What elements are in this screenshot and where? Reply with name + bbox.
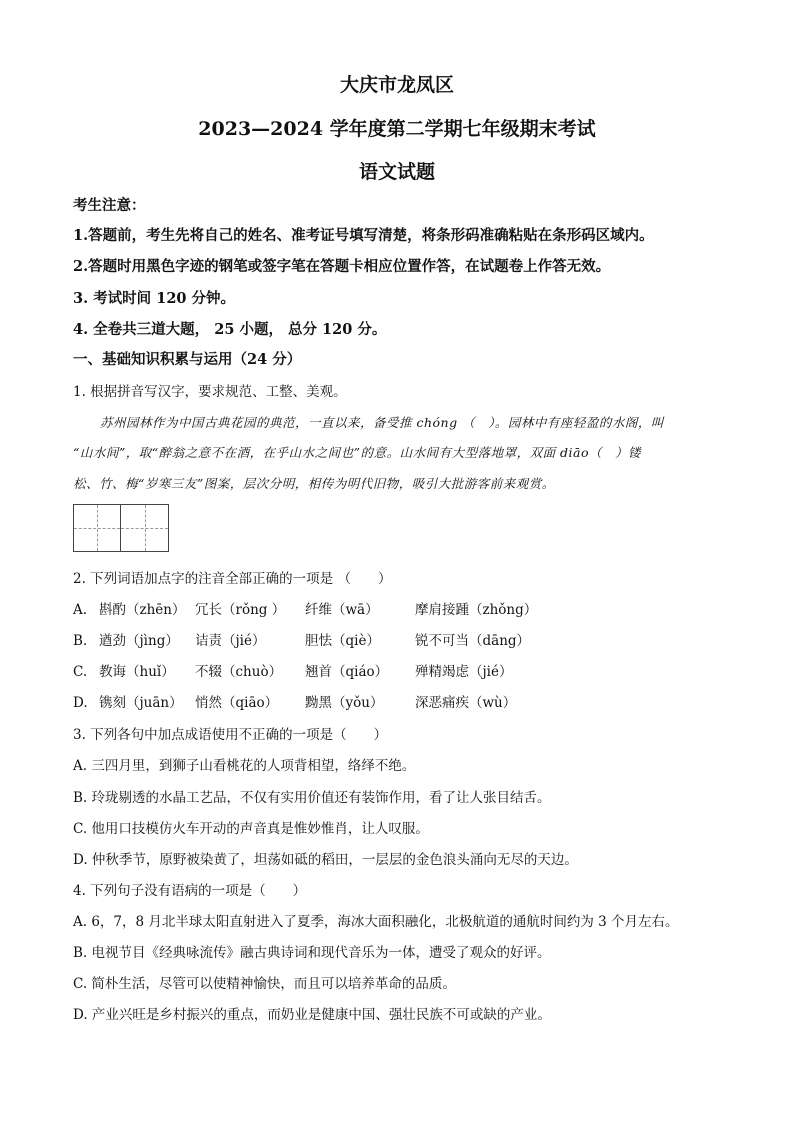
notice-item: 3. 考试时间 120 分钟。 (73, 290, 236, 307)
notice-item: 1.答题前，考生先将自己的姓名、准考证号填写清楚，将条形码准确粘贴在条形码区域内。 (73, 227, 654, 244)
q2-option-a: A. 斟酌（zhēn） 冗长（rǒng ） 纤维（wā） 摩肩接踵（zhǒng） (73, 602, 538, 618)
notice-heading: 考生注意： (73, 197, 146, 214)
passage-line: 苏州园林作为中国古典花园的典范，一直以来，备受推 chóng （ ）。园林中有座轻盈的水阁，叫 (100, 415, 664, 430)
district-title: 大庆市龙凤区 (339, 74, 454, 96)
q4-option-a: A. 6，7，8 月北半球太阳直射进入了夏季，海冰大面积融化，北极航道的通航时间约为 3 个月左右。 (73, 914, 679, 930)
q3-option-d: D. 仲秋季节，原野被染黄了，坦荡如砥的稻田，一层层的金色浪头涌向无尽的天边。 (73, 852, 578, 868)
q2-option-c: C. 教诲（huǐ） 不辍（chuò） 翘首（qiáo） 殚精竭虑（jié） (73, 664, 513, 680)
q2-option-d: D. 镌刻（juān） 悄然（qiāo） 黝黑（yǒu） 深恶痛疾（wù） (73, 695, 517, 711)
q3-option-b: B. 玲珑剔透的水晶工艺品，不仅有实用价值还有装饰作用，看了让人张目结舌。 (73, 790, 551, 806)
notice-item: 2.答题时用黑色字迹的钢笔或签字笔在答题卡相应位置作答，在试题卷上作答无效。 (73, 258, 611, 275)
subject-title: 语文试题 (358, 161, 435, 183)
passage-line: “山水间”，取“醉翁之意不在酒，在乎山水之间也”的意。山水间有大型落地罩，双面 diāo（ ）镂 (73, 445, 642, 460)
writing-grid[interactable] (73, 504, 169, 552)
grid-cell[interactable] (121, 504, 169, 552)
exam-title: 2023—2024 学年度第二学期七年级期末考试 (198, 118, 596, 140)
q4-option-c: C. 简朴生活，尽管可以使精神愉快，而且可以培养革命的品质。 (73, 976, 456, 992)
question-3-stem: 3. 下列各句中加点成语使用不正确的一项是（ ） (73, 727, 388, 743)
question-4-stem: 4. 下列句子没有语病的一项是（ ） (73, 883, 307, 899)
section-title: 一、基础知识积累与运用（24 分） (73, 351, 302, 368)
notice-item: 4. 全卷共三道大题， 25 小题， 总分 120 分。 (73, 321, 387, 338)
question-2-stem: 2. 下列词语加点字的注音全部正确的一项是 （ ） (73, 571, 392, 587)
q3-option-a: A. 三四月里，到狮子山看桃花的人项背相望，络绎不绝。 (73, 758, 416, 774)
passage-line: 松、竹、梅“岁寒三友”图案，层次分明，相传为明代旧物，吸引大批游客前来观赏。 (73, 476, 555, 491)
q3-option-c: C. 他用口技模仿火车开动的声音真是惟妙惟肖，让人叹服。 (73, 821, 429, 837)
question-1-stem: 1. 根据拼音写汉字，要求规范、工整、美观。 (73, 384, 347, 400)
grid-cell[interactable] (73, 504, 121, 552)
q4-option-b: B. 电视节目《经典咏流传》融古典诗词和现代音乐为一体，遭受了观众的好评。 (73, 945, 551, 961)
q2-option-b: B. 遒劲（jìng） 诘责（jié） 胆怯（qiè） 锐不可当（dāng） (73, 633, 531, 649)
q4-option-d: D. 产业兴旺是乡村振兴的重点，而奶业是健康中国、强壮民族不可或缺的产业。 (73, 1007, 551, 1023)
